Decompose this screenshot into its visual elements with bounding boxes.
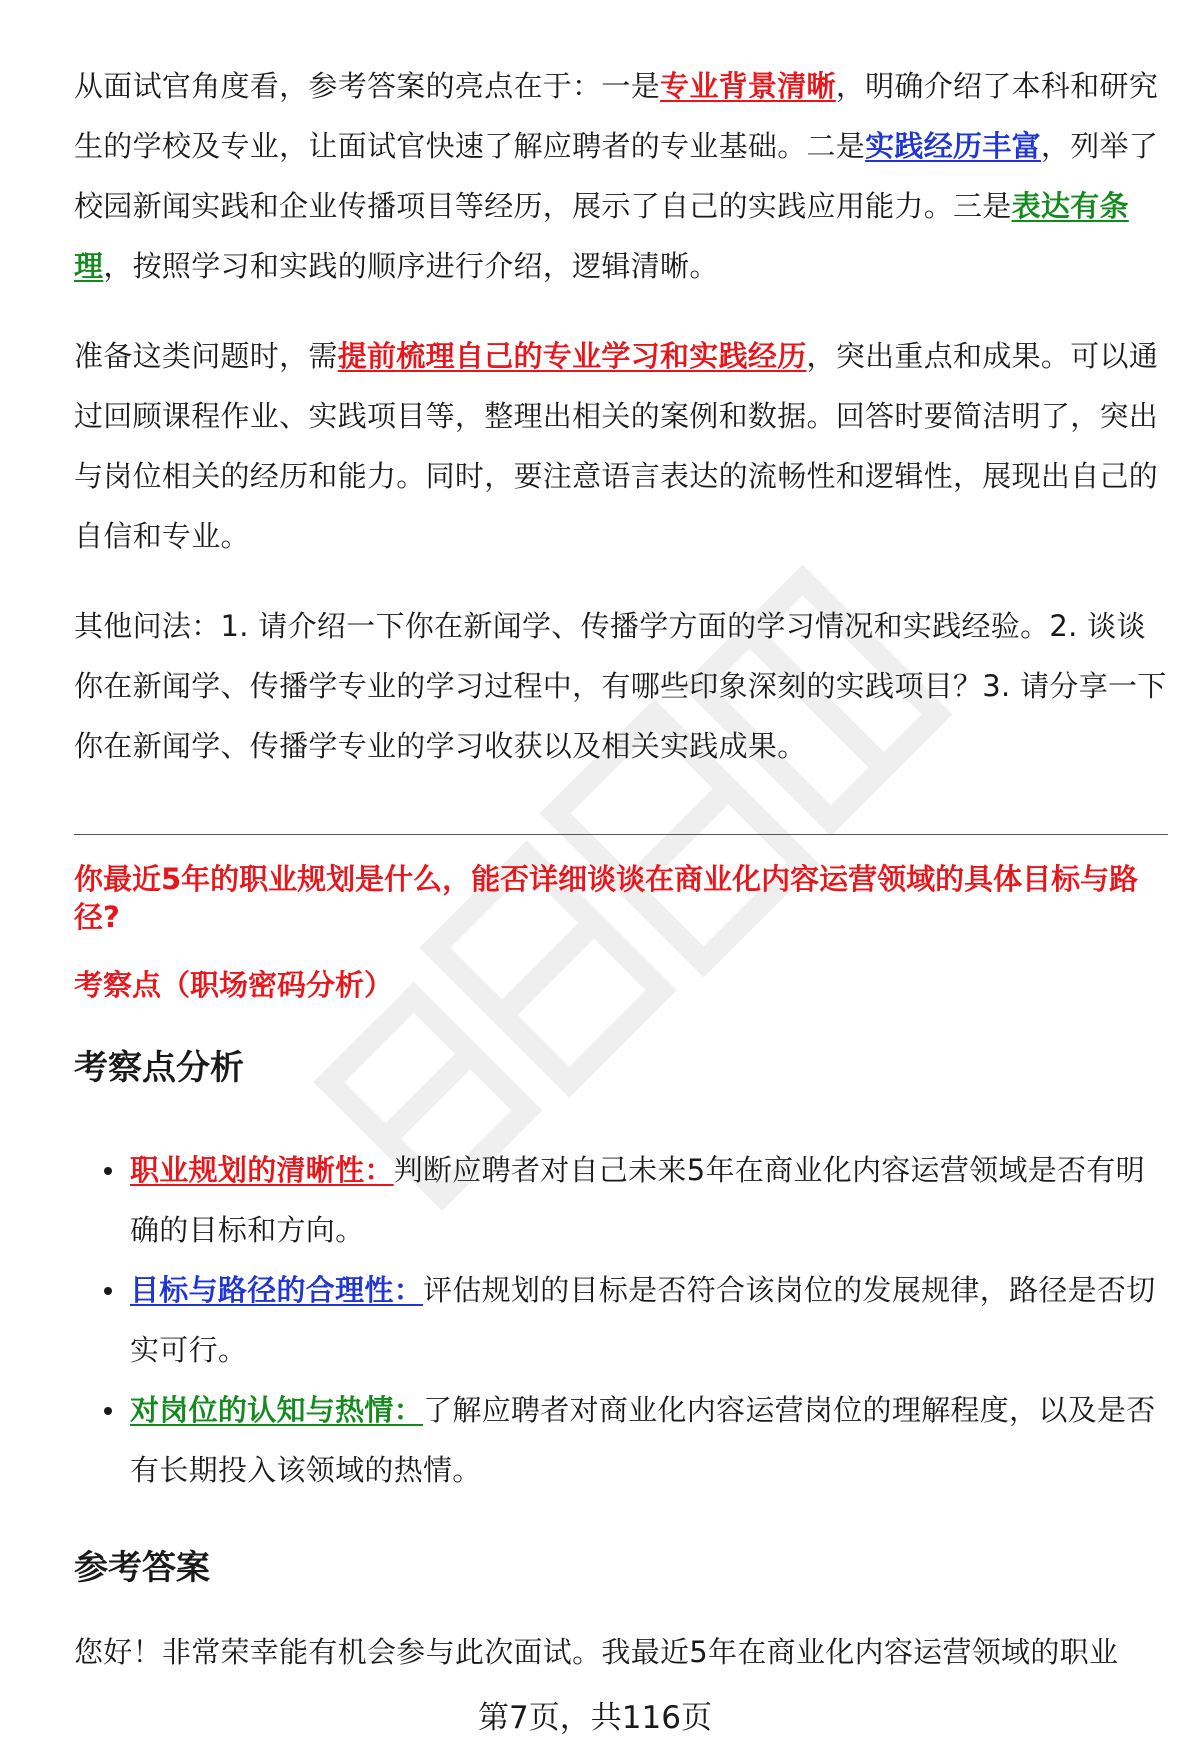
bullet-icon bbox=[104, 1167, 112, 1175]
answer-text: 您好！非常荣幸能有机会参与此次面试。我最近5年在商业化内容运营领域的职业 bbox=[74, 1635, 1119, 1669]
bullet-label: 目标与路径的合理性： bbox=[130, 1273, 424, 1307]
bullet-label: 对岗位的认知与热情： bbox=[130, 1393, 424, 1427]
text-run: ，突出重点和成果。可以通过回顾课程作业、实践项目等，整理出相关的案例和数据。回答时要简洁明了，突出与岗位相关的经历和能力。同时，要注意语言表达的流畅性和逻辑性，展现出自己的自信和专业。 bbox=[74, 339, 1159, 553]
list-item bbox=[74, 1380, 1168, 1500]
section-divider bbox=[74, 834, 1168, 835]
bullet-label: 职业规划的清晰性： bbox=[130, 1153, 394, 1187]
bullet-icon bbox=[104, 1287, 112, 1295]
analysis-heading: 考察点分析 bbox=[74, 1048, 244, 1088]
bullet-text: 评估规划的目标是否符合该岗位的发展规律，路径是否切实可行。 bbox=[130, 1273, 1156, 1367]
text-run: 从面试官角度看，参考答案的亮点在于：一是 bbox=[74, 69, 661, 103]
paragraph-highlights bbox=[74, 56, 1168, 296]
text-run: 准备这类问题时，需 bbox=[74, 339, 338, 373]
text-run: ，按照学习和实践的顺序进行介绍，逻辑清晰。 bbox=[103, 249, 719, 283]
text-run: ，列举了校园新闻实践和企业传播项目等经历，展示了自己的实践应用能力。三是 bbox=[74, 129, 1159, 223]
analysis-list bbox=[74, 1140, 1168, 1500]
paragraph-preparation bbox=[74, 326, 1168, 566]
paragraph-other-questions: 其他问法：1. 请介绍一下你在新闻学、传播学方面的学习情况和实践经验。2. 谈谈你在新闻学、传播学专业的学习过程中，有哪些印象深刻的实践项目？3. 请分享一下你在新闻学、传播学专业的学习收获以及相关实践成果。 bbox=[74, 609, 1167, 763]
text-run: ，明确介绍了本科和研究生的学校及专业，让面试官快速了解应聘者的专业基础。二是 bbox=[74, 69, 1159, 163]
answer-heading: 参考答案 bbox=[74, 1548, 210, 1588]
highlight-organized-expression: 表达有条理 bbox=[74, 189, 1129, 283]
highlight-rich-practice: 实践经历丰富 bbox=[865, 129, 1041, 163]
list-item bbox=[74, 1260, 1168, 1380]
bullet-text: 判断应聘者对自己未来5年在商业化内容运营领域是否有明确的目标和方向。 bbox=[130, 1153, 1145, 1247]
highlight-professional-background: 专业背景清晰 bbox=[660, 69, 836, 103]
bullet-icon bbox=[104, 1407, 112, 1415]
page-number: 第7页，共116页 bbox=[478, 1700, 712, 1736]
list-item bbox=[74, 1140, 1168, 1260]
question-title: 你最近5年的职业规划是什么，能否详细谈谈在商业化内容运营领域的具体目标与路径? bbox=[74, 862, 1139, 934]
bullet-text: 了解应聘者对商业化内容运营岗位的理解程度，以及是否有长期投入该领域的热情。 bbox=[130, 1393, 1156, 1487]
highlight-prepare-experience: 提前梳理自己的专业学习和实践经历 bbox=[337, 339, 807, 373]
exam-point-label: 考察点（职场密码分析） bbox=[74, 968, 394, 1002]
